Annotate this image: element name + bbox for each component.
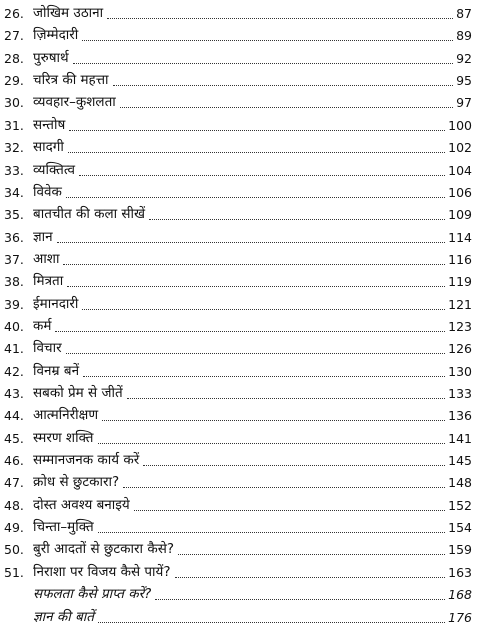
toc-entry[interactable] <box>0 48 480 70</box>
entry-page-number: 102 <box>448 140 472 156</box>
entry-page-number: 100 <box>448 117 472 133</box>
dot-leader <box>55 331 445 332</box>
entry-number: 42. <box>4 363 24 379</box>
dot-leader <box>69 130 445 131</box>
toc-entry[interactable] <box>0 383 480 405</box>
entry-number: 44. <box>4 408 24 424</box>
entry-title: आत्मनिरीक्षण <box>33 407 99 424</box>
dot-leader <box>82 309 445 310</box>
dot-leader <box>175 577 446 578</box>
toc-entry[interactable] <box>0 517 480 539</box>
entry-title: विनम्र बनें <box>33 362 80 379</box>
entry-number: 32. <box>4 140 24 156</box>
entry-title: ज्ञान <box>33 228 53 245</box>
toc-entry[interactable] <box>0 316 480 338</box>
toc-entry[interactable] <box>0 539 480 561</box>
entry-number: 48. <box>4 497 24 513</box>
entry-page-number: 154 <box>448 520 472 536</box>
dot-leader <box>113 85 454 86</box>
entry-title: विचार <box>33 340 62 357</box>
entry-number: 50. <box>4 542 24 558</box>
dot-leader <box>63 264 445 265</box>
dot-leader <box>123 487 445 488</box>
entry-number: 38. <box>4 274 24 290</box>
entry-number: 33. <box>4 162 24 178</box>
entry-title: स्मरण शक्ति <box>33 429 94 446</box>
entry-page-number: 123 <box>448 318 472 334</box>
entry-page-number: 104 <box>448 162 472 178</box>
toc-entry[interactable] <box>0 361 480 383</box>
entry-title: सबको प्रेम से जीतें <box>33 385 123 401</box>
dot-leader <box>66 353 446 354</box>
entry-number: 29. <box>4 73 24 89</box>
entry-title: सम्मानजनक कार्य करें <box>33 452 140 468</box>
toc-entry[interactable] <box>0 182 480 204</box>
entry-page-number: 119 <box>448 274 472 290</box>
entry-title: निराशा पर विजय कैसे पायें? <box>33 563 171 580</box>
dot-leader <box>57 242 445 243</box>
entry-page-number: 130 <box>448 363 472 379</box>
toc-entry[interactable] <box>0 271 480 293</box>
toc-entry[interactable] <box>0 450 480 472</box>
entry-page-number: 109 <box>448 207 472 223</box>
entry-page-number: 168 <box>448 587 472 603</box>
entry-page-number: 148 <box>448 475 472 491</box>
toc-entry[interactable] <box>0 3 480 25</box>
entry-page-number: 116 <box>448 251 472 267</box>
entry-number: 41. <box>4 341 24 357</box>
entry-title: बुरी आदतों से छुटकारा कैसे? <box>33 541 174 558</box>
dot-leader <box>66 197 445 198</box>
toc-entry[interactable] <box>0 25 480 47</box>
entry-title: सफलता कैसे प्राप्त करें? <box>33 586 152 603</box>
toc-entry[interactable] <box>0 584 480 606</box>
entry-title: दोस्त अवश्य बनाइये <box>33 496 130 513</box>
entry-number: 39. <box>4 296 24 312</box>
dot-leader <box>79 175 445 176</box>
entry-number: 51. <box>4 564 24 580</box>
toc-entry[interactable] <box>0 562 480 584</box>
entry-title: बातचीत की कला सीखें <box>33 206 146 223</box>
entry-title: व्यवहार–कुशलता <box>33 94 116 111</box>
entry-title: विवेक <box>33 183 62 200</box>
entry-number: 43. <box>4 386 24 401</box>
toc-entry[interactable] <box>0 405 480 427</box>
entry-number: 46. <box>4 453 24 468</box>
entry-page-number: 95 <box>456 73 472 89</box>
entry-number: 27. <box>4 28 24 44</box>
dot-leader <box>127 398 445 399</box>
entry-number: 40. <box>4 318 24 334</box>
entry-title: जोखिम उठाना <box>33 5 104 21</box>
entry-page-number: 159 <box>448 542 472 558</box>
entry-title: पुरुषार्थ <box>33 49 69 66</box>
entry-number: 26. <box>4 6 24 21</box>
entry-number: 35. <box>4 207 24 223</box>
toc-entry[interactable] <box>0 160 480 182</box>
toc-entry[interactable] <box>0 338 480 360</box>
dot-leader <box>68 152 445 153</box>
entry-number: 36. <box>4 229 24 245</box>
entry-title: सादगी <box>33 139 64 156</box>
entry-page-number: 121 <box>448 296 472 312</box>
entry-number: 28. <box>4 50 24 66</box>
entry-title: कर्म <box>33 317 52 334</box>
dot-leader <box>102 420 445 421</box>
dot-leader <box>73 63 453 64</box>
toc-entry[interactable] <box>0 495 480 517</box>
dot-leader <box>178 554 445 555</box>
toc-entry[interactable] <box>0 137 480 159</box>
entry-page-number: 136 <box>448 408 472 424</box>
entry-page-number: 106 <box>448 184 472 200</box>
entry-title: ज्ञान की बातें <box>33 608 94 625</box>
dot-leader <box>83 376 445 377</box>
entry-page-number: 89 <box>456 28 472 44</box>
entry-number: 34. <box>4 184 24 200</box>
entry-page-number: 145 <box>448 453 472 468</box>
dot-leader <box>107 18 453 19</box>
dot-leader <box>82 40 453 41</box>
entry-number: 45. <box>4 430 24 446</box>
entry-title: सन्तोष <box>33 116 66 133</box>
toc-entry[interactable] <box>0 607 480 629</box>
toc-entry[interactable] <box>0 294 480 316</box>
entry-title: चिन्ता–मुक्ति <box>33 519 94 536</box>
toc-entry[interactable] <box>0 115 480 137</box>
toc-entry[interactable] <box>0 70 480 92</box>
entry-title: आशा <box>33 250 60 267</box>
entry-page-number: 92 <box>456 50 472 66</box>
entry-number: 47. <box>4 475 24 491</box>
entry-title: ज़िम्मेदारी <box>33 27 79 44</box>
entry-title: मित्रता <box>33 273 64 290</box>
entry-title: क्रोध से छुटकारा? <box>33 474 120 491</box>
entry-title: ईमानदारी <box>33 295 79 312</box>
entry-page-number: 152 <box>448 497 472 513</box>
entry-number: 31. <box>4 117 24 133</box>
entry-page-number: 87 <box>456 6 472 21</box>
entry-page-number: 141 <box>448 430 472 446</box>
dot-leader <box>143 465 445 466</box>
dot-leader <box>67 286 445 287</box>
entry-page-number: 133 <box>448 386 472 401</box>
entry-page-number: 97 <box>456 95 472 111</box>
dot-leader <box>98 622 445 623</box>
entry-number: 49. <box>4 520 24 536</box>
dot-leader <box>98 443 446 444</box>
dot-leader <box>155 599 445 600</box>
toc-entry[interactable] <box>0 249 480 271</box>
toc-entry[interactable] <box>0 92 480 114</box>
toc-entry[interactable] <box>0 428 480 450</box>
toc-entry[interactable] <box>0 204 480 226</box>
entry-page-number: 163 <box>448 564 472 580</box>
entry-page-number: 114 <box>448 229 472 245</box>
entry-title: चरित्र की महत्ता <box>33 72 109 89</box>
dot-leader <box>98 532 445 533</box>
entry-page-number: 176 <box>448 609 472 625</box>
dot-leader <box>120 107 453 108</box>
dot-leader <box>149 219 445 220</box>
entry-title: व्यक्तित्व <box>33 161 75 178</box>
entry-number: 37. <box>4 251 24 267</box>
entry-number: 30. <box>4 95 24 111</box>
dot-leader <box>134 510 445 511</box>
toc-entry[interactable] <box>0 227 480 249</box>
toc-entry[interactable] <box>0 472 480 494</box>
entry-page-number: 126 <box>448 341 472 357</box>
